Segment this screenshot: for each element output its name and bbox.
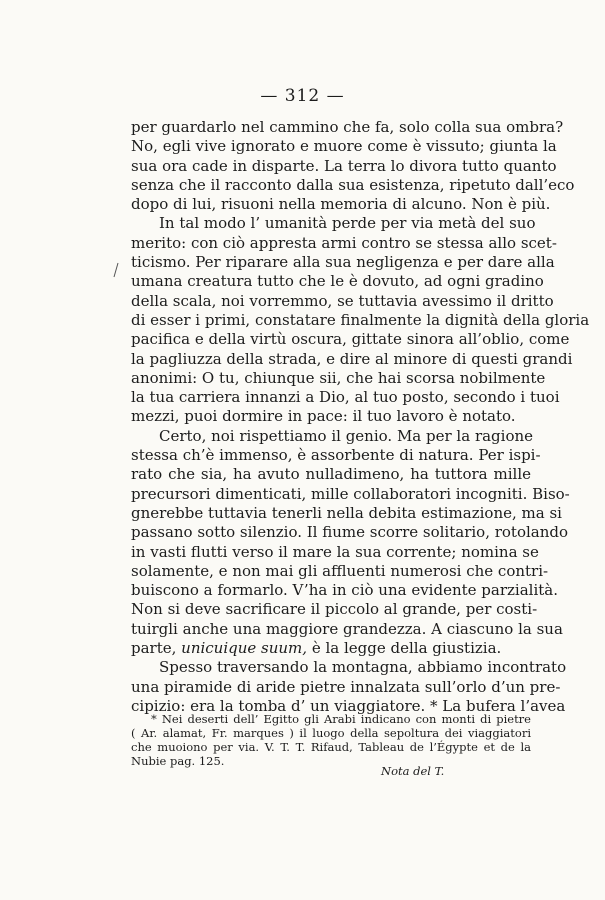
footnote-line: * Nei deserti dell’ Egitto gli Arabi indicano con monti di pietre	[151, 712, 531, 726]
text-span: è la legge della giustizia.	[307, 639, 502, 658]
footnote-line: che muoiono per via. V. T. T. Rifaud, Tableau de l’Égypte et de la	[131, 740, 531, 754]
text-line: ticismo. Per riparare alla sua negligenza e per dare alla	[131, 253, 555, 272]
text-line: dopo di lui, risuoni nella memoria di alcuno. Non è più.	[131, 195, 551, 214]
text-line: la pagliuzza della strada, e dire al minore di questi grandi	[131, 349, 573, 368]
body-text	[131, 118, 590, 716]
footnote	[131, 712, 531, 768]
text-line: rato che sia, ha avuto nulladimeno, ha tuttora mille	[131, 465, 531, 484]
paragraph-3	[131, 426, 570, 659]
text-line: anonimi: O tu, chiunque sii, che hai scorsa nobilmente	[131, 368, 546, 387]
text-line: merito: con ciò appresta armi contro se stessa allo scet-	[131, 233, 557, 252]
text-line: in vasti flutti verso il mare la sua corrente; nomina se	[131, 542, 539, 561]
footnote-line: Nubie pag. 125.	[131, 754, 225, 768]
text-line: mezzi, puoi dormire in pace: il tuo lavoro è notato.	[131, 407, 516, 426]
text-line: precursori dimenticati, mille collaboratori incogniti. Biso-	[131, 484, 570, 503]
text-line: pacifica e della virtù oscura, gittate sinora all’oblio, come	[131, 330, 570, 349]
margin-pencil-mark	[113, 262, 119, 278]
text-line: umana creatura tutto che le è dovuto, ad ogni gradino	[131, 272, 544, 291]
latin-phrase: unicuique suum,	[181, 639, 308, 658]
translator-note-signature: Nota del T.	[381, 764, 445, 778]
text-line: senza che il racconto dalla sua esistenza, ripetuto dall’eco	[131, 175, 575, 194]
text-line: Spesso traversando la montagna, abbiamo incontrato	[159, 658, 567, 677]
text-line: buiscono a formarlo. V’ha in ciò una evidente parzialità.	[131, 581, 558, 600]
text-line: cipizio: era la tomba d’ un viaggiatore. * La bufera l’avea	[131, 696, 566, 715]
paragraph-2	[131, 214, 590, 426]
text-span: parte,	[131, 639, 182, 658]
paragraph-4	[131, 658, 567, 716]
text-line: di esser i primi, constatare finalmente la dignità della gloria	[131, 310, 590, 329]
text-line: solamente, e non mai gli affluenti numerosi che contri-	[131, 561, 549, 580]
page-number: — 312 —	[260, 86, 345, 106]
text-line: della scala, noi vorremmo, se tuttavia avessimo il dritto	[131, 291, 554, 310]
text-line: per guardarlo nel cammino che fa, solo colla sua ombra?	[131, 118, 564, 136]
text-line-last	[131, 639, 531, 658]
text-line: No, egli vive ignorato e muore come è vissuto; giunta la	[131, 137, 557, 156]
text-line: sua ora cade in disparte. La terra lo divora tutto quanto	[131, 156, 557, 175]
text-line: gnerebbe tuttavia tenerli nella debita estimazione, ma si	[131, 503, 562, 522]
text-line: la tua carriera innanzi a Dio, al tuo posto, secondo i tuoi	[131, 388, 560, 407]
footnote-line: ( Ar. alamat, Fr. marques ) il luogo della sepoltura dei viaggiatori	[131, 726, 531, 740]
text-line: una piramide di aride pietre innalzata sull’orlo d’un pre-	[131, 677, 561, 696]
text-line: In tal modo l’ umanità perde per via metà del suo	[159, 214, 536, 233]
text-line: tuirgli anche una maggiore grandezza. A ciascuno la sua	[131, 619, 563, 638]
text-line: Non si deve sacrificare il piccolo al grande, per costi-	[131, 600, 538, 619]
text-line: stessa ch’è immenso, è assorbente di natura. Per ispi-	[131, 446, 541, 465]
text-line: passano sotto silenzio. Il fiume scorre solitario, rotolando	[131, 523, 569, 542]
text-line: Certo, noi rispettiamo il genio. Ma per la ragione	[159, 426, 534, 445]
paragraph-1	[131, 118, 575, 214]
